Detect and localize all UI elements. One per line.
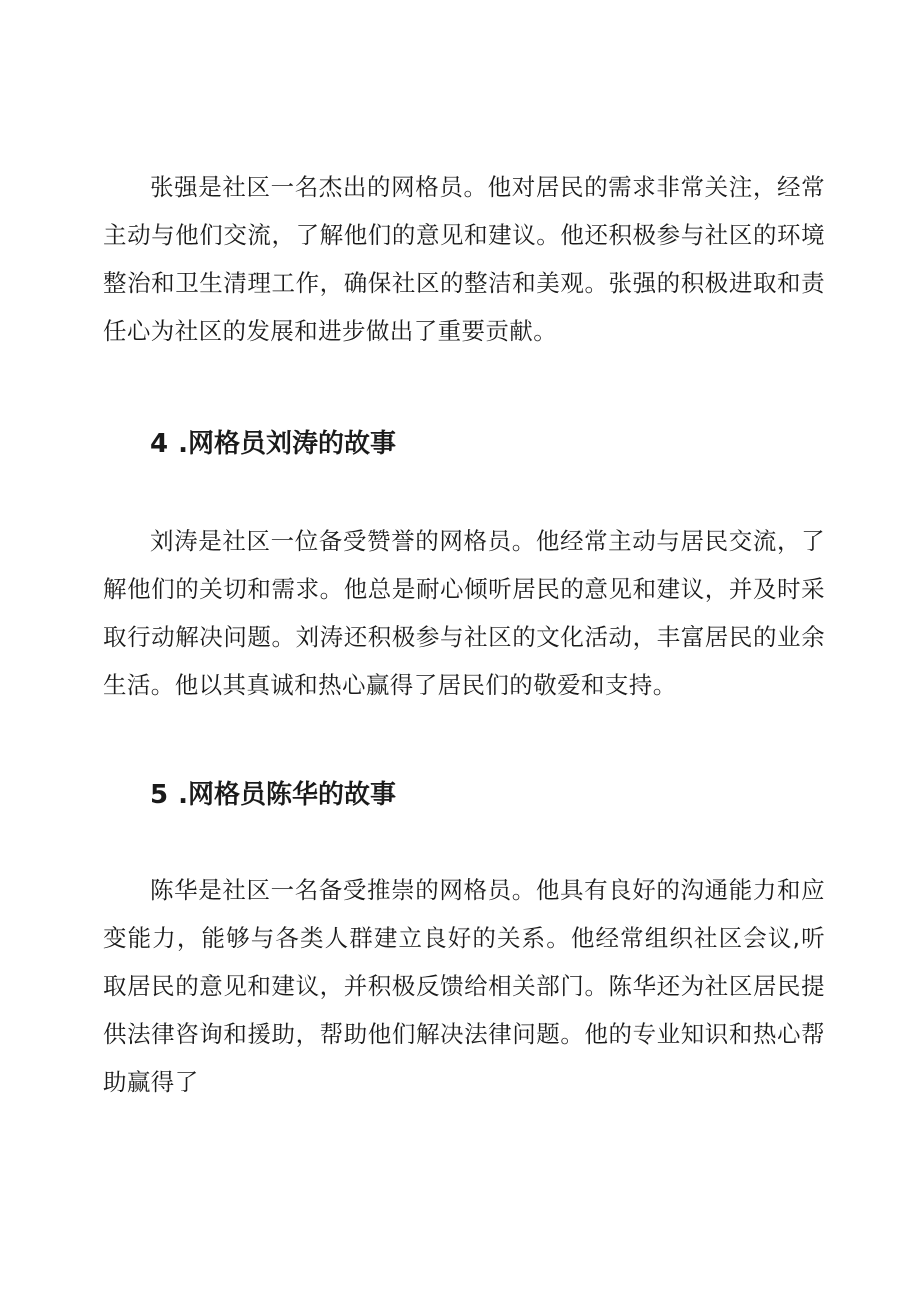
section-title: .网格员陈华的故事 bbox=[178, 780, 396, 810]
section-heading-chen-hua bbox=[150, 775, 396, 815]
paragraph-zhang-qiang: 张强是社区一名杰出的网格员。他对居民的需求非常关注，经常主动与他们交流，了解他们的意见和建议。他还积极参与社区的环境整治和卫生清理工作，确保社区的整洁和美观。张强的积极进取和责任心为社区的发展和进步做出了重要贡献。 bbox=[103, 173, 825, 345]
section-number: 4 bbox=[150, 429, 169, 459]
section-title: .网格员刘涛的故事 bbox=[178, 429, 396, 459]
paragraph-chen-hua: 陈华是社区一名备受推崇的网格员。他具有良好的沟通能力和应变能力，能够与各类人群建立良好的关系。他经常组织社区会议,听取居民的意见和建议，并积极反馈给相关部门。陈华还为社区居民提供法律咨询和援助，帮助他们解决法律问题。他的专业知识和热心帮助赢得了 bbox=[103, 876, 825, 1096]
section-number: 5 bbox=[150, 780, 169, 810]
section-heading-liu-tao bbox=[150, 424, 396, 464]
paragraph-liu-tao: 刘涛是社区一位备受赞誉的网格员。他经常主动与居民交流，了解他们的关切和需求。他总是耐心倾听居民的意见和建议，并及时采取行动解决问题。刘涛还积极参与社区的文化活动，丰富居民的业余生活。他以其真诚和热心赢得了居民们的敬爱和支持。 bbox=[103, 527, 825, 699]
